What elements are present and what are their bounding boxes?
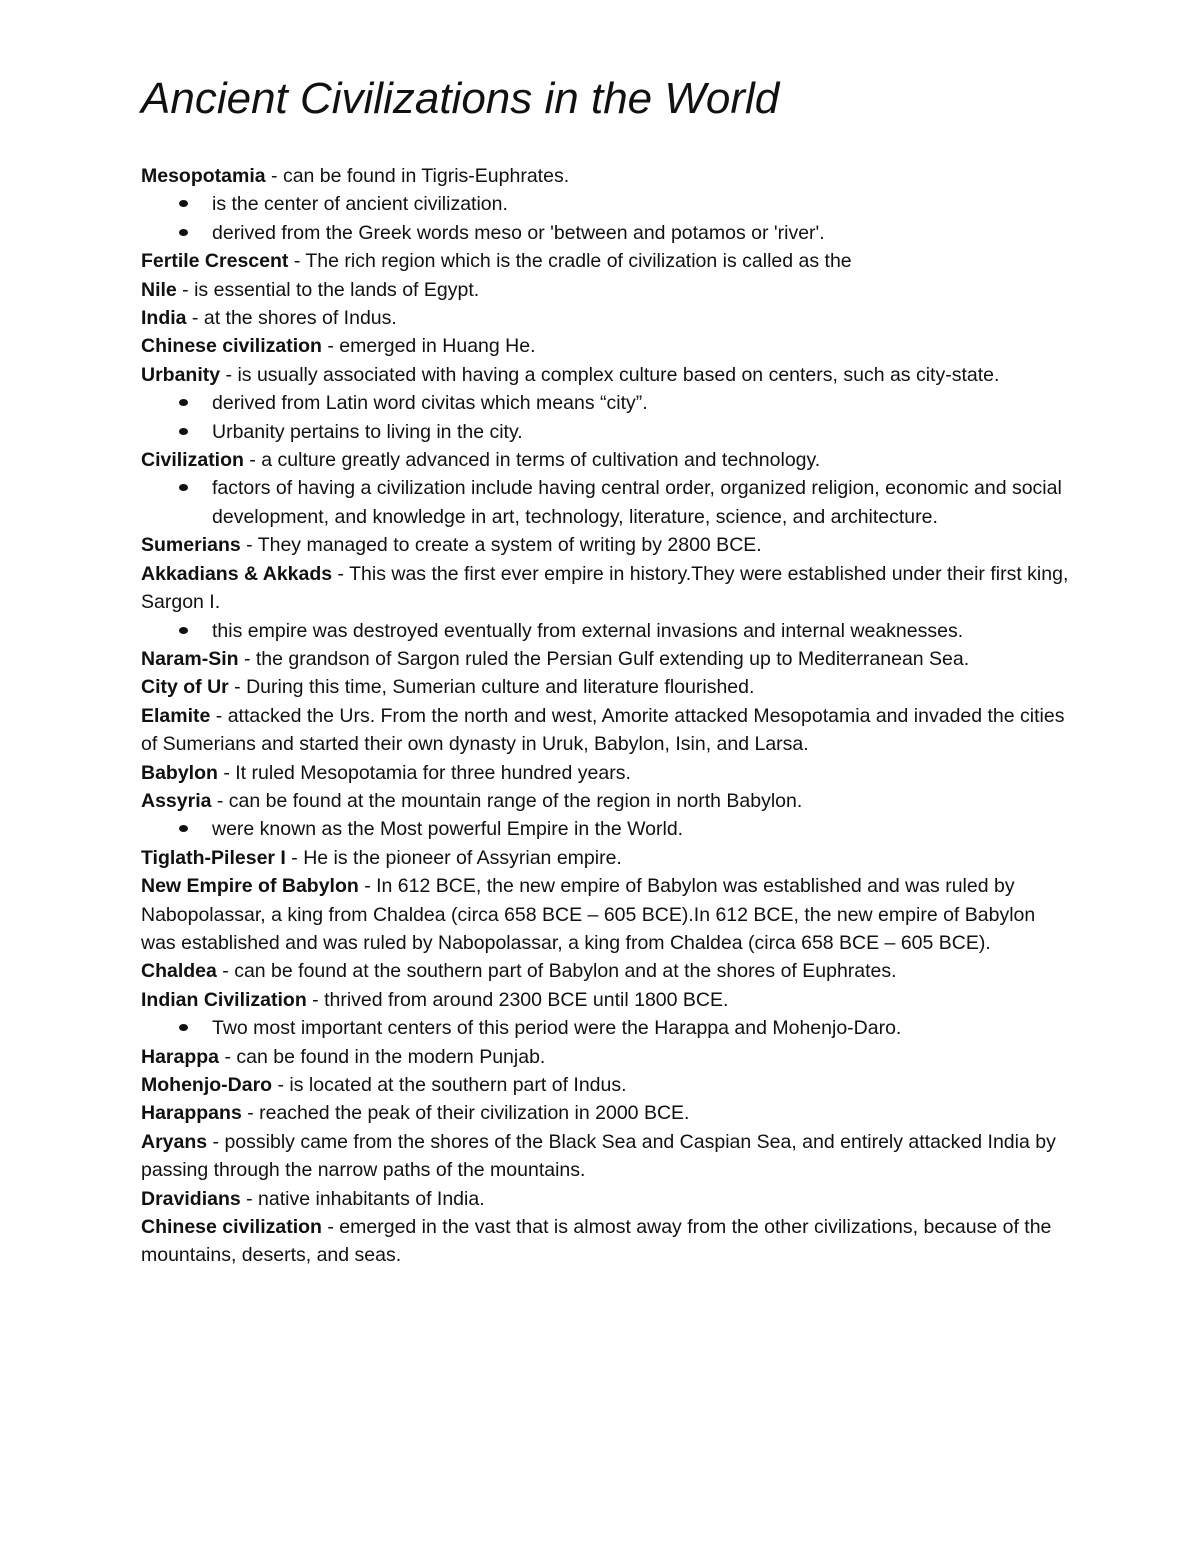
entry-definition: - emerged in the vast that is almost away from the other civilizations, because of the mountains, deserts, and seas. — [141, 1216, 1052, 1267]
entry-term: Harappa — [141, 1045, 220, 1068]
entry-definition: - In 612 BCE, the new empire of Babylon was established and was ruled by Nabopolassar, a king from Chaldea (circa 658 BCE – 605 BCE).In 612 BCE, the new empire of Babylon was established and was ruled by Nabopolassar, a king from Chaldea (circa 658 BCE – 605 BCE). — [141, 875, 1036, 954]
bullet-dot-icon — [179, 1024, 188, 1031]
entry-definition: - thrived from around 2300 BCE until 1800 BCE. — [306, 988, 729, 1011]
entry-definition: - can be found in the modern Punjab. — [219, 1045, 546, 1068]
entry-definition: - They managed to create a system of writing by 2800 BCE. — [240, 534, 762, 557]
entry-term: Indian Civilization — [141, 988, 307, 1011]
entry — [141, 1071, 1071, 1099]
entry — [141, 702, 1071, 759]
entry — [141, 957, 1071, 985]
entry-term: Dravidians — [141, 1187, 241, 1210]
entry — [141, 361, 1071, 389]
entry — [141, 1099, 1071, 1127]
entry-term: Urbanity — [141, 363, 221, 386]
entry — [141, 673, 1071, 701]
entry-term: Mesopotamia — [141, 165, 266, 187]
bullet-text: derived from the Greek words meso or 'between and potamos or 'river'. — [212, 221, 825, 244]
bullet-text: this empire was destroyed eventually from external invasions and internal weaknesses. — [212, 619, 964, 642]
entry-definition: - can be found at the southern part of Babylon and at the shores of Euphrates. — [216, 960, 897, 983]
entry-term: Tiglath-Pileser I — [141, 846, 286, 869]
entry — [141, 247, 1071, 275]
entry-term: Harappans — [141, 1102, 242, 1125]
entry-definition: - reached the peak of their civilization in 2000 BCE. — [241, 1102, 690, 1125]
bullet-text: Two most important centers of this period were the Harappa and Mohenjo-Daro. — [212, 1017, 902, 1040]
entry — [141, 844, 1071, 872]
entry — [141, 560, 1071, 617]
bullet-list — [141, 1014, 1071, 1042]
bullet-item — [141, 474, 1071, 531]
bullet-item — [141, 389, 1071, 417]
entry-definition: - attacked the Urs. From the north and west, Amorite attacked Mesopotamia and invaded the cities of Sumerians and started their own dynasty in Uruk, Babylon, Isin, and Larsa. — [141, 704, 1065, 756]
bullet-dot-icon — [179, 200, 188, 207]
entry-term: Aryans — [141, 1130, 208, 1153]
entry-definition: - possibly came from the shores of the Black Sea and Caspian Sea, and entirely attacked India by passing through the narrow paths of the mountains. — [141, 1130, 1056, 1182]
entry-term: Babylon — [141, 761, 218, 784]
bullet-dot-icon — [179, 825, 188, 832]
entry — [141, 531, 1071, 559]
document-title: Ancient Civilizations in the World — [141, 74, 780, 123]
bullet-list — [141, 190, 1071, 247]
bullet-list — [141, 815, 1071, 843]
bullet-item — [141, 418, 1071, 446]
entry — [141, 304, 1071, 332]
entry-term: Akkadians & Akkads — [141, 562, 333, 585]
bullet-dot-icon — [179, 229, 188, 236]
entries-list — [141, 162, 1071, 1270]
bullet-list — [141, 389, 1071, 446]
entry-term: Naram-Sin — [141, 647, 239, 670]
entry — [141, 162, 1071, 190]
entry-definition: - is located at the southern part of Indus. — [272, 1074, 627, 1096]
entry-term: Nile — [141, 278, 177, 301]
entry — [141, 1185, 1071, 1213]
bullet-item — [141, 617, 1071, 645]
entry — [141, 332, 1071, 360]
entry — [141, 759, 1071, 787]
entry-definition: - is usually associated with having a complex culture based on centers, such as city-state. — [220, 363, 1000, 386]
bullet-dot-icon — [179, 428, 188, 435]
entry-term: Chaldea — [141, 960, 217, 983]
bullet-text: Urbanity pertains to living in the city. — [212, 420, 523, 443]
bullet-list — [141, 474, 1071, 531]
bullet-item — [141, 219, 1071, 247]
bullet-list — [141, 617, 1071, 645]
entry — [141, 872, 1071, 957]
bullet-dot-icon — [179, 399, 188, 406]
bullet-item — [141, 1014, 1071, 1042]
entry-term: New Empire of Babylon — [141, 875, 359, 898]
bullet-dot-icon — [179, 627, 188, 634]
entry — [141, 1213, 1071, 1270]
entry-term: City of Ur — [141, 676, 229, 699]
bullet-text: is the center of ancient civilization. — [212, 193, 508, 216]
bullet-text: factors of having a civilization include having central order, organized religion, economic and social development, and knowledge in art, technology, literature, science, and architecture. — [212, 477, 1062, 528]
entry-definition: - The rich region which is the cradle of civilization is called as the — [288, 250, 852, 273]
entry-definition: - During this time, Sumerian culture and literature flourished. — [228, 676, 755, 699]
entry-definition: - can be found at the mountain range of the region in north Babylon. — [211, 789, 803, 812]
bullet-dot-icon — [179, 484, 188, 491]
bullet-item — [141, 190, 1071, 218]
entry-term: India — [141, 307, 187, 330]
entry — [141, 446, 1071, 474]
entry-definition: - a culture greatly advanced in terms of cultivation and technology. — [243, 449, 821, 472]
entry-definition: - emerged in Huang He. — [321, 335, 536, 358]
entry — [141, 1043, 1071, 1071]
entry-term: Fertile Crescent — [141, 250, 289, 273]
bullet-text: were known as the Most powerful Empire in the World. — [212, 818, 684, 841]
document-page — [141, 72, 1071, 1270]
entry-term: Assyria — [141, 789, 212, 812]
entry — [141, 787, 1071, 815]
entry-definition: - It ruled Mesopotamia for three hundred years. — [217, 761, 631, 784]
entry-term: Chinese civilization — [141, 1216, 322, 1239]
entry-term: Mohenjo-Daro — [141, 1074, 273, 1096]
entry-definition: - is essential to the lands of Egypt. — [176, 278, 480, 301]
entry-definition: - native inhabitants of India. — [240, 1187, 485, 1210]
bullet-item — [141, 815, 1071, 843]
entry-term: Chinese civilization — [141, 335, 322, 358]
entry-term: Civilization — [141, 449, 244, 472]
entry — [141, 276, 1071, 304]
entry-term: Sumerians — [141, 534, 241, 557]
entry-definition: - He is the pioneer of Assyrian empire. — [285, 846, 622, 869]
entry-definition: - the grandson of Sargon ruled the Persian Gulf extending up to Mediterranean Sea. — [238, 647, 970, 670]
entry — [141, 986, 1071, 1014]
entry-term: Elamite — [141, 704, 211, 727]
entry — [141, 645, 1071, 673]
entry-definition: - at the shores of Indus. — [186, 307, 397, 330]
entry — [141, 1128, 1071, 1185]
bullet-text: derived from Latin word civitas which means “city”. — [212, 392, 648, 415]
entry-definition: - can be found in Tigris-Euphrates. — [265, 165, 570, 187]
entry-definition: - This was the first ever empire in history.They were established under their first king, Sargon I. — [141, 562, 1069, 614]
